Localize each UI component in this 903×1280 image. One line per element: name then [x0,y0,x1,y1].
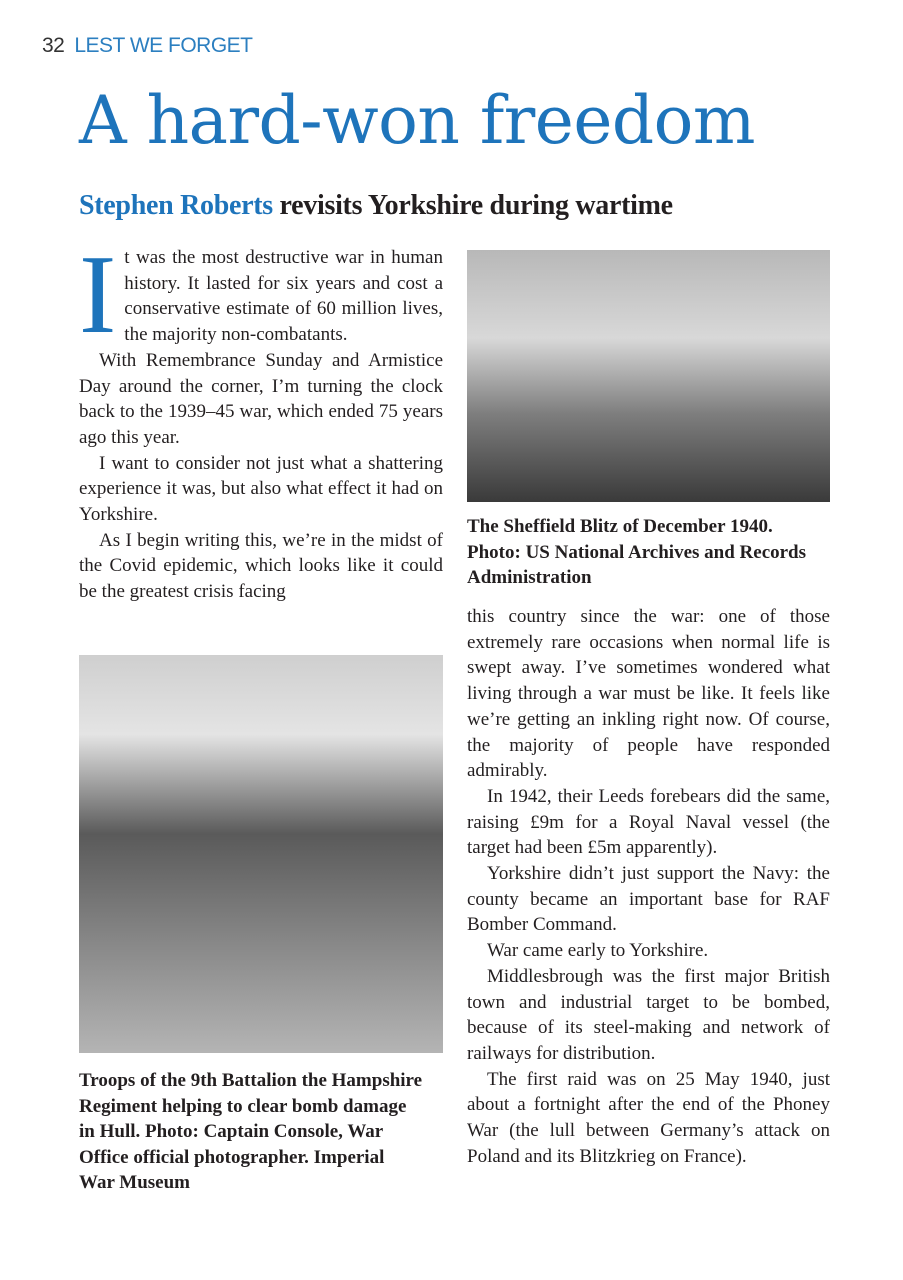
page-number: 32 [42,34,65,57]
sheffield-blitz-photo [467,250,830,502]
article-title: A hard-won freedom [79,82,755,159]
section-name: LEST WE FORGET [74,34,253,57]
hull-bomb-damage-photo [79,655,443,1053]
drop-cap: I [79,233,117,357]
paragraph: As I begin writing this, we’re in the midst of the Covid epidemic, which looks like it could be the greatest crisis facing [79,529,443,603]
paragraph-text: t was the most destructive war in human history. It lasted for six years and cost a conservative estimate of 60 million lives, the majority non-combatants. [124,247,443,346]
paragraph [79,233,443,357]
author-name: Stephen Roberts [79,190,273,221]
paragraph: this country since the war: one of those extremely rare occasions when normal life is swept away. I’ve sometimes wondered what living through a war must be like. It feels like we’re getting an inkling right now. Of course, the majority of people have responded admirably. [467,606,830,782]
paragraph: With Remembrance Sunday and Armistice Day around the corner, I’m turning the clock back to the 1939–45 war, which ended 75 years ago this year. [79,349,443,448]
paragraph: I want to consider not just what a shattering experience it was, but also what effect it had on Yorkshire. [79,452,443,526]
left-column [79,233,443,605]
subtitle-text: revisits Yorkshire during wartime [272,190,673,221]
paragraph: In 1942, their Leeds forebears did the same, raising £9m for a Royal Naval vessel (the target had been £5m apparently). [467,785,830,859]
article-subtitle [79,190,673,222]
hull-photo-caption: Troops of the 9th Battalion the Hampshire Regiment helping to clear bomb damage in Hull. Photo: Captain Console, War Office official photographer. Imperial War Museum [79,1070,423,1193]
running-header [42,34,253,58]
paragraph: The first raid was on 25 May 1940, just about a fortnight after the end of the Phoney War (the lull between Germany’s attack on Poland and its Blitzkrieg on France). [467,1068,830,1167]
sheffield-photo-caption: The Sheffield Blitz of December 1940. Photo: US National Archives and Records Administration [467,516,807,588]
paragraph: War came early to Yorkshire. [487,940,709,962]
paragraph: Yorkshire didn’t just support the Navy: the county became an important base for RAF Bomber Command. [467,863,830,936]
right-column [467,604,830,1169]
paragraph: Middlesbrough was the first major British town and industrial target to be bombed, because of its steel-making and network of railways for distribution. [467,965,830,1064]
